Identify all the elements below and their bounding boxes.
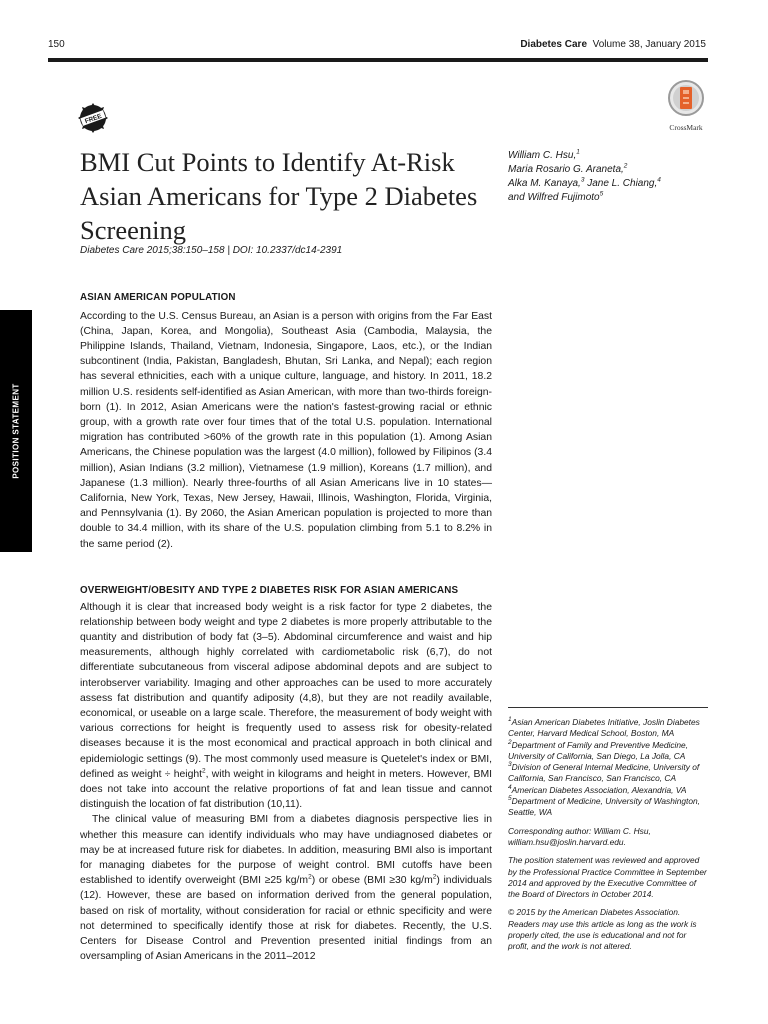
section-heading: OVERWEIGHT/OBESITY AND TYPE 2 DIABETES RISK FOR ASIAN AMERICANS [80, 585, 459, 596]
author-sup: 1 [576, 148, 580, 156]
author-sup: 3 [580, 176, 585, 184]
author-line-2 [508, 163, 708, 177]
author-sup: 5 [599, 190, 604, 198]
superscript: 2 [432, 873, 437, 881]
affiliations [508, 717, 708, 953]
author-name: Alka M. Kanaya, [508, 178, 581, 189]
author-line-1 [508, 149, 708, 163]
affiliation [508, 785, 708, 796]
free-label: FREE [84, 112, 103, 126]
section-overweight-obesity [80, 584, 492, 964]
free-access-icon [78, 103, 108, 133]
author-sup: 4 [657, 176, 661, 184]
journal-info [520, 39, 706, 50]
author-name: and Wilfred Fujimoto [508, 192, 600, 203]
corresponding-author: Corresponding author: William C. Hsu, william.hsu@joslin.harvard.edu. [508, 825, 651, 847]
article-citation: Diabetes Care 2015;38:150–158 | DOI: 10.2337/dc14-2391 [80, 245, 343, 256]
affiliation [508, 717, 708, 740]
superscript: 1 [508, 716, 512, 724]
affiliation-text: Department of Family and Preventive Medicine, University of California, San Diego, La Jolla, CA [508, 739, 689, 761]
superscript: 4 [508, 783, 512, 791]
author-name: William C. Hsu, [508, 150, 577, 161]
paragraph-text: Although it is clear that increased body weight is a risk factor for type 2 diabetes, the relationship between body weight and type 2 diabetes is more properly attributable to the quantity and distribution of body fat (3–5). Abdominal circumference and waist and hip measurements, although highly correlated with cardiometabolic risk (6,7), do not differentiate subcutaneous from visceral adipose abdominal depots and are subject to interobserver variability. Imaging and other approaches can be used to more accurately assess fat distribution and quantify adiposity (4,8), but they are not readily available, economical, or useable on a large scale. Therefore, the measurement of body weight with various corrections for height is frequently used to assess risk for obesity-related diseases because it is the most economical and practical approach in both clinical and epidemiologic settings (9). The most commonly used measure is Quetelet's index or BMI, defined as weight ÷ height [80, 601, 492, 780]
crossmark-icon [667, 79, 705, 117]
author-name: Maria Rosario G. Araneta, [508, 164, 624, 175]
header-rule [48, 58, 708, 62]
section-asian-american-population [80, 291, 492, 552]
section-heading: ASIAN AMERICAN POPULATION [80, 292, 236, 303]
author-line-3 [508, 177, 708, 191]
affiliation [508, 762, 708, 785]
copyright-note: © 2015 by the American Diabetes Association. Readers may use this article as long as the work is properly cited, the use is educational and not for profit, and the work is not altered. [508, 907, 697, 952]
affiliation-text: Department of Medicine, University of Washington, Seattle, WA [508, 796, 700, 818]
affiliation-rule [508, 707, 708, 708]
side-tab-label: POSITION STATEMENT [11, 383, 21, 479]
superscript: 2 [202, 767, 206, 775]
affiliation [508, 796, 708, 819]
paragraph: According to the U.S. Census Bureau, an Asian is a person with origins from the Far East (China, Japan, Korea, and Mongolia), Southeast Asia (Cambodia, Malaysia, the Philippine Islands, Thailand, Vietnam, Indonesia, Singapore, Laos, etc.), or the Indian subcontinent (India, Pakistan, Bangladesh, Bhutan, Sri Lanka, and Nepal); each region has several ethnicities, each with a unique culture, language, and history. In 2011, 18.2 million U.S. residents self-identified as Asian American, with more than two-thirds foreign-born (1). In 2012, Asian Americans were the nation's fastest-growing racial or ethnic group, with a growth rate over four times that of the total U.S. population. International migration has contributed >60% of the growth rate in this population (1). Among Asian Americans, the Chinese population was the largest (4.0 million), followed by Filipinos (3.4 million), Asian Indians (3.2 million), Vietnamese (1.9 million), Koreans (1.7 million), and Japanese (1.3 million). Nearly three-fourths of all Asian Americans live in 10 states—California, New York, Texas, New Jersey, Hawaii, Illinois, Washington, Florida, Virginia, and Pennsylvania (1). By 2060, the Asian American population is projected to more than double to 34.4 million, with its share of the U.S. population climbing from 5.1 to 8.2% in the same period (2). [80, 310, 492, 550]
crossmark-label: CrossMark [669, 123, 703, 132]
author-name: Jane L. Chiang, [584, 178, 658, 189]
position-statement-tab [0, 310, 32, 552]
author-list [508, 149, 708, 205]
paragraph-text: , with weight in kilograms and height in meters. However, BMI does not take into account the relative proportions of fat and lean tissue and cannot distinguish the location of fat distribution (10,11). [80, 768, 492, 811]
approval-note: The position statement was reviewed and approved by the Professional Practice Committee in September 2014 and approved by the Executive Committee of the Board of Directors in October 2014. [508, 855, 707, 900]
author-sup: 2 [623, 162, 628, 170]
affiliation [508, 740, 708, 763]
superscript: 3 [508, 761, 512, 769]
paragraph-text: The clinical value of measuring BMI from a diabetes diagnosis perspective lies in whether this measure can identify individuals who may have undiagnosed diabetes or may be at increased future risk for diabetes. In addition, measuring BMI also is important for managing diabetes for the purpose of weight control. BMI cutoffs have been established to identify overweight (BMI ≥25 kg/m [80, 814, 492, 887]
affiliation-text: Asian American Diabetes Initiative, Joslin Diabetes Center, Harvard Medical School, Boston, MA [508, 717, 700, 739]
affiliation-text: American Diabetes Association, Alexandria, VA [511, 784, 687, 795]
paragraph [80, 812, 492, 964]
article-title: BMI Cut Points to Identify At-Risk Asian Americans for Type 2 Diabetes Screening [80, 147, 478, 245]
crossmark-button[interactable] [664, 79, 708, 132]
paragraph-text: ) individuals (12). However, these are based on information derived from the general population, based on risk of mortality, without consideration for racial or ethnic specificity and were not determined to specifically identify those at risk for diabetes. Recently, the U.S. Centers for Disease Control and Prevention presented initial findings from an oversampling of Asian Americans in the 2011–2012 [80, 875, 492, 963]
paragraph [80, 600, 492, 813]
page-number: 150 [48, 39, 65, 50]
superscript: 5 [508, 795, 512, 803]
paragraph-text: ) or obese (BMI ≥30 kg/m [311, 875, 433, 887]
journal-name: Diabetes Care [520, 39, 588, 50]
affiliation-text: Division of General Internal Medicine, University of California, San Francisco, San Francisco, CA [508, 762, 700, 784]
superscript: 2 [308, 873, 312, 881]
superscript: 2 [508, 738, 512, 746]
author-line-4 [508, 191, 708, 205]
journal-issue: Volume 38, January 2015 [592, 39, 706, 50]
